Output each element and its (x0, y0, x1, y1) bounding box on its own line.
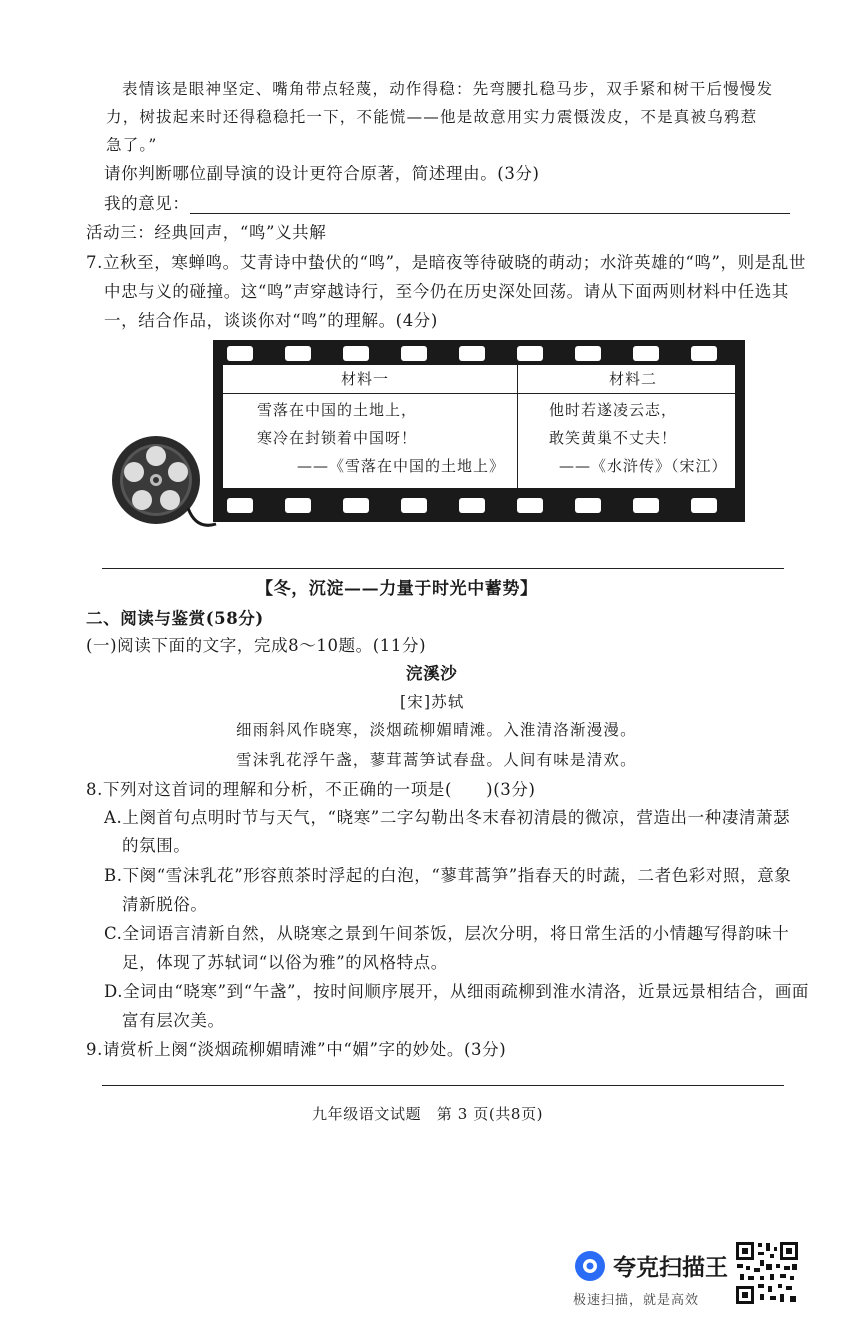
material-1-source: ——《雪落在中国的土地上》 (297, 457, 506, 475)
q6-opinion-label: 我的意见： (104, 194, 790, 214)
materials-table (223, 365, 735, 488)
passage-line-1: 表情该是眼神坚定、嘴角带点轻蔑，动作得稳：先弯腰扎稳马步，双手紧和树干后慢慢发 (122, 80, 774, 98)
q8-option-c-line-1: C.全词语言清新自然，从晓寒之景到午间茶饭，层次分明，将日常生活的小情趣写得韵味十 (104, 924, 790, 943)
q8-option-d-line-1: D.全词由“晓寒”到“午盏”，按时间顺序展开，从细雨疏柳到淮水清洛，近景远景相结合，画面 (104, 982, 810, 1001)
material-1-line-1: 雪落在中国的土地上， (257, 401, 418, 419)
q8-stem: 8.下列对这首词的理解和分析，不正确的一项是( )(3分) (86, 780, 536, 799)
q8-option-c-line-2: 足，体现了苏轼词“以俗为雅”的风格特点。 (122, 953, 448, 972)
q7-line-1: 7.立秋至，寒蝉鸣。艾青诗中蛰伏的“鸣”，是暗夜等待破晓的萌动；水浒英雄的“鸣”，则是乱世 (86, 253, 806, 272)
brand-name: 夸克扫描王 (613, 1255, 728, 1281)
qr-code-icon[interactable] (734, 1240, 800, 1306)
film-reel-icon (108, 428, 228, 538)
material-2-source: ——《水浒传》（宋江） (559, 457, 728, 475)
q8-option-b-line-1: B.下阕“雪沫乳花”形容煎茶时浮起的白泡，“蓼茸蒿笋”指春天的时蔬，二者色彩对照，意象 (104, 866, 792, 885)
material-1-title: 材料一 (341, 370, 390, 388)
footer-rule (102, 1085, 784, 1086)
reading-1-instruction: (一)阅读下面的文字，完成8～10题。(11分) (86, 636, 427, 655)
material-2-line-2: 敢笑黄巢不丈夫！ (549, 429, 678, 447)
q8-option-d-line-2: 富有层次美。 (122, 1011, 225, 1030)
poem-author: [宋]苏轼 (400, 693, 465, 711)
material-1-line-2: 寒冷在封锁着中国呀！ (257, 429, 418, 447)
film-strip (213, 340, 745, 522)
quark-logo-icon (573, 1249, 607, 1283)
section-banner: 【冬，沉淀——力量于时光中蓄势】 (256, 579, 538, 599)
part-2-heading: 二、阅读与鉴赏(58分) (86, 609, 264, 628)
poem-line-1: 细雨斜风作晓寒，淡烟疏柳媚晴滩。入淮清洛渐漫漫。 (236, 721, 637, 739)
q9-prompt: 9.请赏析上阕“淡烟疏柳媚晴滩”中“媚”字的妙处。(3分) (86, 1040, 507, 1059)
material-2-line-1: 他时若遂凌云志， (549, 401, 678, 419)
q7-line-3: 一，结合作品，谈谈你对“鸣”的理解。(4分) (104, 311, 438, 330)
q8-option-a-line-1: A.上阕首句点明时节与天气，“晓寒”二字勾勒出冬末春初清晨的微凉，营造出一种凄清萧瑟 (104, 808, 791, 827)
page-footer: 九年级语文试题 第 3 页(共8页) (312, 1105, 544, 1123)
poem-line-2: 雪沫乳花浮午盏，蓼茸蒿笋试春盘。人间有味是清欢。 (236, 751, 637, 769)
answer-blank[interactable] (190, 197, 790, 214)
q8-option-a-line-2: 的氛围。 (122, 836, 191, 855)
q6-prompt: 请你判断哪位副导演的设计更符合原著，简述理由。(3分) (104, 164, 540, 183)
q8-option-b-line-2: 清新脱俗。 (122, 895, 208, 914)
brand-slogan: 极速扫描，就是高效 (573, 1293, 700, 1308)
activity-3-heading: 活动三：经典回声，“鸣”义共解 (86, 223, 327, 242)
passage-line-3: 急了。” (106, 136, 158, 154)
poem-title: 浣溪沙 (406, 664, 458, 683)
q7-line-2: 中忠与义的碰撞。这“鸣”声穿越诗行，至今仍在历史深处回荡。请从下面两则材料中任选其 (104, 282, 789, 301)
material-2-title: 材料二 (609, 370, 658, 388)
passage-line-2: 力，树拔起来时还得稳稳托一下，不能慌——他是故意用实力震慑泼皮，不是真被乌鸦惹 (106, 108, 758, 126)
divider-line (102, 568, 784, 569)
